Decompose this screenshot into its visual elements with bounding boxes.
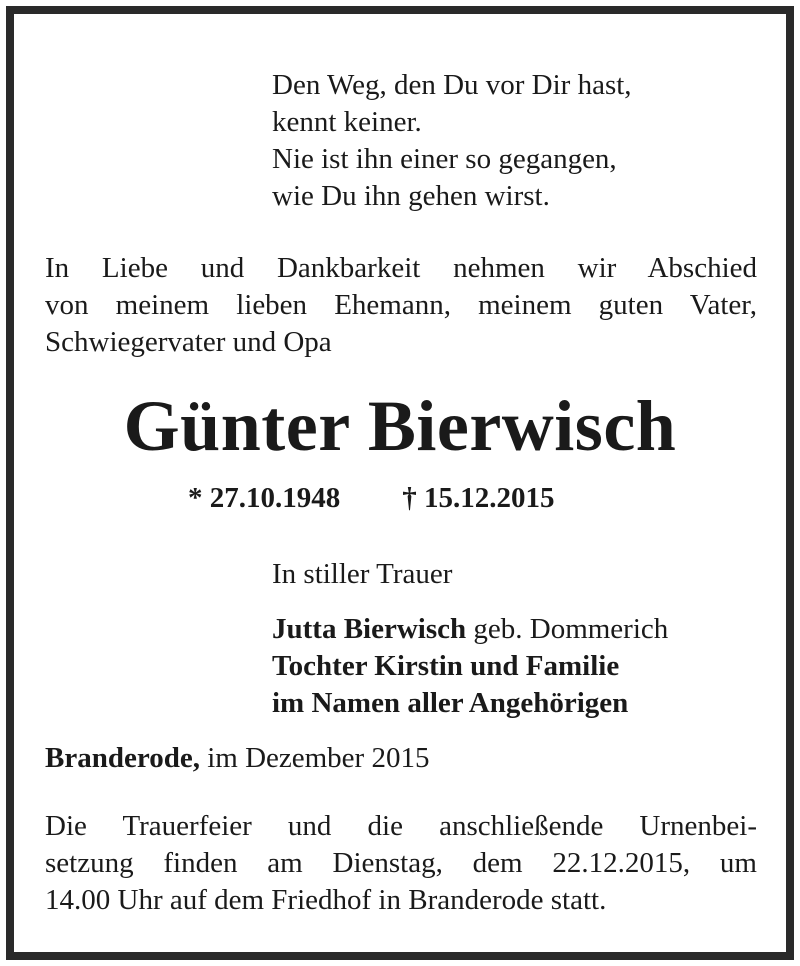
signer-maiden-name: geb. Dommerich [466, 613, 669, 645]
place-date [45, 740, 429, 777]
place-town: Branderode, [45, 742, 200, 774]
signer-line: im Namen aller Angehörigen [272, 687, 629, 719]
signers [272, 611, 668, 722]
intro-line: Schwiegervater und Opa [45, 326, 332, 358]
intro-line: von meinem lieben Ehemann, meinem guten Vater, [45, 289, 757, 321]
place-month: im Dezember 2015 [199, 742, 430, 774]
deceased-name: Günter Bierwisch [123, 386, 677, 466]
poem-line: kennt keiner. [272, 106, 422, 138]
signer-line: Tochter Kirstin und Familie [272, 650, 620, 682]
poem-line: Nie ist ihn einer so gegangen, [272, 143, 617, 175]
poem-line: wie Du ihn gehen wirst. [272, 180, 550, 212]
signer-name: Jutta Bierwisch [272, 613, 467, 645]
funeral-info [45, 808, 757, 919]
mourning-heading: In stiller Trauer [272, 558, 453, 590]
intro-text [45, 250, 757, 361]
poem-line: Den Weg, den Du vor Dir hast, [272, 69, 632, 101]
notice-frame [6, 6, 794, 960]
death-date: † 15.12.2015 [402, 482, 555, 514]
funeral-line: Die Trauerfeier und die anschließende Urnenbei- [45, 810, 757, 842]
birth-date: * 27.10.1948 [188, 482, 341, 514]
poem [272, 67, 632, 215]
obituary-notice [14, 14, 786, 952]
funeral-line: setzung finden am Dienstag, dem 22.12.2015, um [45, 847, 757, 879]
intro-line: In Liebe und Dankbarkeit nehmen wir Abschied [45, 252, 757, 284]
funeral-line: 14.00 Uhr auf dem Friedhof in Branderode statt. [45, 884, 607, 916]
signer-line [272, 611, 668, 648]
life-dates [188, 480, 555, 516]
